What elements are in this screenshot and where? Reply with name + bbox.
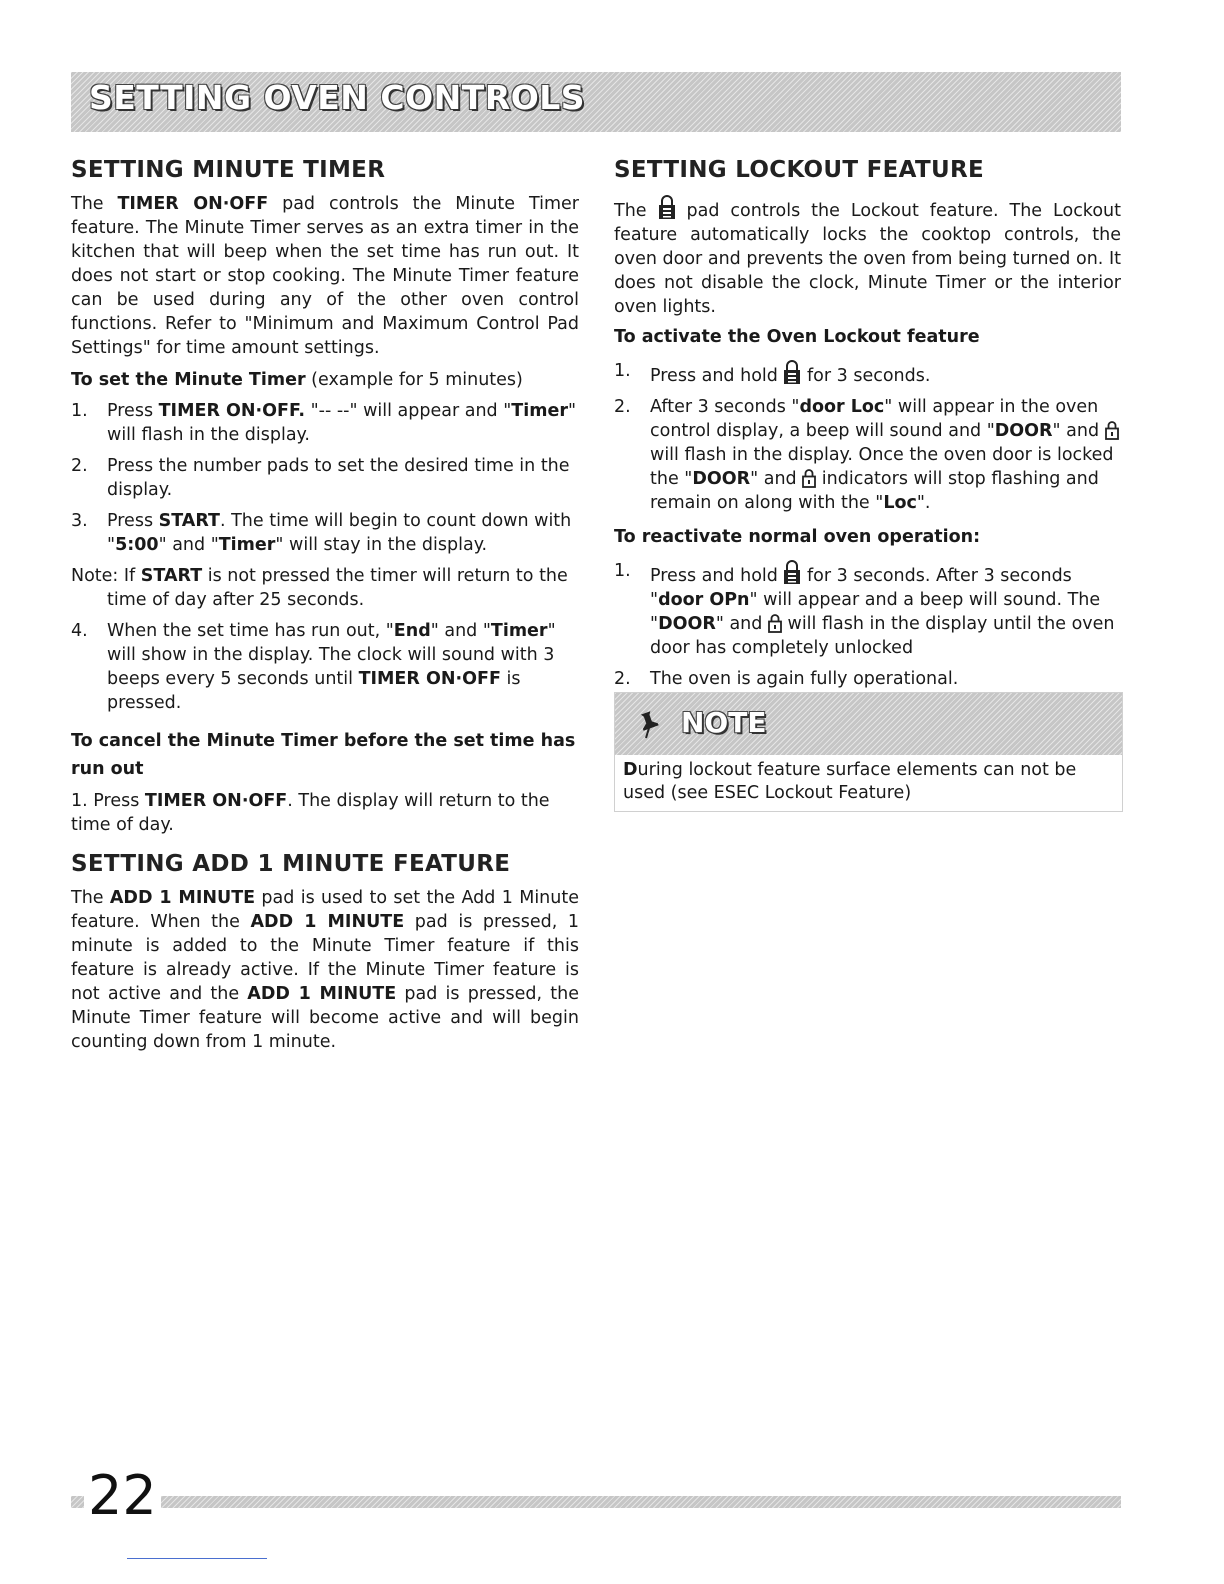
door-lock-icon <box>768 613 782 633</box>
lockout-intro: The pad controls the Lockout feature. The Lockout feature automatically locks the cooktop controls, the oven door and prevents the oven from being turned on. It does not disable the clock, Minute Timer or the interior oven lights. <box>614 194 1121 319</box>
lockout-section <box>614 156 1121 698</box>
lockout-pad-icon <box>783 559 801 585</box>
list-item: 2. The oven is again fully operational. <box>614 669 959 689</box>
set-timer-steps-continued <box>71 619 579 715</box>
set-timer-subheading: To set the Minute Timer (example for 5 minutes) <box>71 370 523 390</box>
minute-timer-section <box>71 156 579 837</box>
lockout-pad-icon <box>783 359 801 385</box>
lockout-heading: SETTING LOCKOUT FEATURE <box>614 157 984 183</box>
minute-timer-intro: The TIMER ON·OFF pad controls the Minute Timer feature. The Minute Timer serves as an extra timer in the kitchen that will beep when the set time has run out. It does not start or stop cooking. The Minute Timer feature can be used during any of the other oven control functions. Refer to "Minimum and Maximum Control Pad Settings" for time amount settings. <box>71 194 579 358</box>
activate-lockout-subheading: To activate the Oven Lockout feature <box>614 327 980 347</box>
section-banner <box>71 72 1121 132</box>
list-item: 2. Press the number pads to set the desired time in the display. <box>71 456 570 500</box>
list-item: 1. Press TIMER ON·OFF. "-- --" will appear and "Timer" will flash in the display. <box>71 401 577 445</box>
minute-timer-heading: SETTING MINUTE TIMER <box>71 157 386 183</box>
door-lock-icon <box>802 468 816 488</box>
page-number: 22 <box>84 1466 161 1526</box>
note-header <box>615 693 1122 755</box>
add-minute-body: The ADD 1 MINUTE pad is used to set the Add 1 Minute feature. When the ADD 1 MINUTE pad is pressed, 1 minute is added to the Minute Timer feature if this feature is already active. If the Minute Timer feature is not active and the ADD 1 MINUTE pad is pressed, the Minute Timer feature will become active and will begin counting down from 1 minute. <box>71 888 579 1052</box>
add-minute-heading: SETTING ADD 1 MINUTE FEATURE <box>71 851 511 877</box>
pushpin-icon <box>637 709 663 739</box>
note-title: NOTE <box>681 706 767 739</box>
activate-lockout-steps <box>614 359 1121 515</box>
list-item: 2. After 3 seconds "door Loc" will appear in the oven control display, a beep will sound and "DOOR" and will flash in the display. Once the oven door is locked the "DOOR" and indicators will stop flashing and remain on along with the "Loc". <box>614 395 1121 515</box>
set-timer-steps <box>71 399 579 557</box>
note-text: During lockout feature surface elements can not be used (see ESEC Lockout Feature) <box>623 760 1077 803</box>
add-minute-section <box>71 850 579 1054</box>
list-item: 1. Press and hold for 3 seconds. <box>614 361 931 386</box>
list-item: 4. When the set time has run out, "End" and "Timer" will show in the display. The clock will sound with 3 beeps every 5 seconds until TIMER ON·OFF is pressed. <box>71 621 556 713</box>
list-item: 1. Press and hold for 3 seconds. After 3 seconds "door OPn" will appear and a beep will sound. The "DOOR" and will flash in the display until the oven door has completely unlocked <box>614 561 1115 658</box>
door-lock-icon <box>1105 420 1119 440</box>
list-item: 3. Press START. The time will begin to count down with "5:00" and "Timer" will stay in the display. <box>71 511 572 555</box>
footer-bar <box>71 1496 1121 1508</box>
page-title: SETTING OVEN CONTROLS <box>89 78 586 117</box>
reactivate-subheading: To reactivate normal oven operation: <box>614 527 981 547</box>
reactivate-steps <box>614 559 1121 691</box>
note-box <box>614 692 1123 812</box>
cancel-timer-step: 1. Press TIMER ON·OFF. The display will return to the time of day. <box>71 791 550 835</box>
lockout-pad-icon <box>658 194 676 220</box>
timer-note: Note: If START is not pressed the timer will return to the time of day after 25 seconds. <box>71 566 568 610</box>
cancel-timer-subheading: To cancel the Minute Timer before the set time has run out <box>71 731 576 779</box>
footer-rule <box>127 1558 267 1559</box>
